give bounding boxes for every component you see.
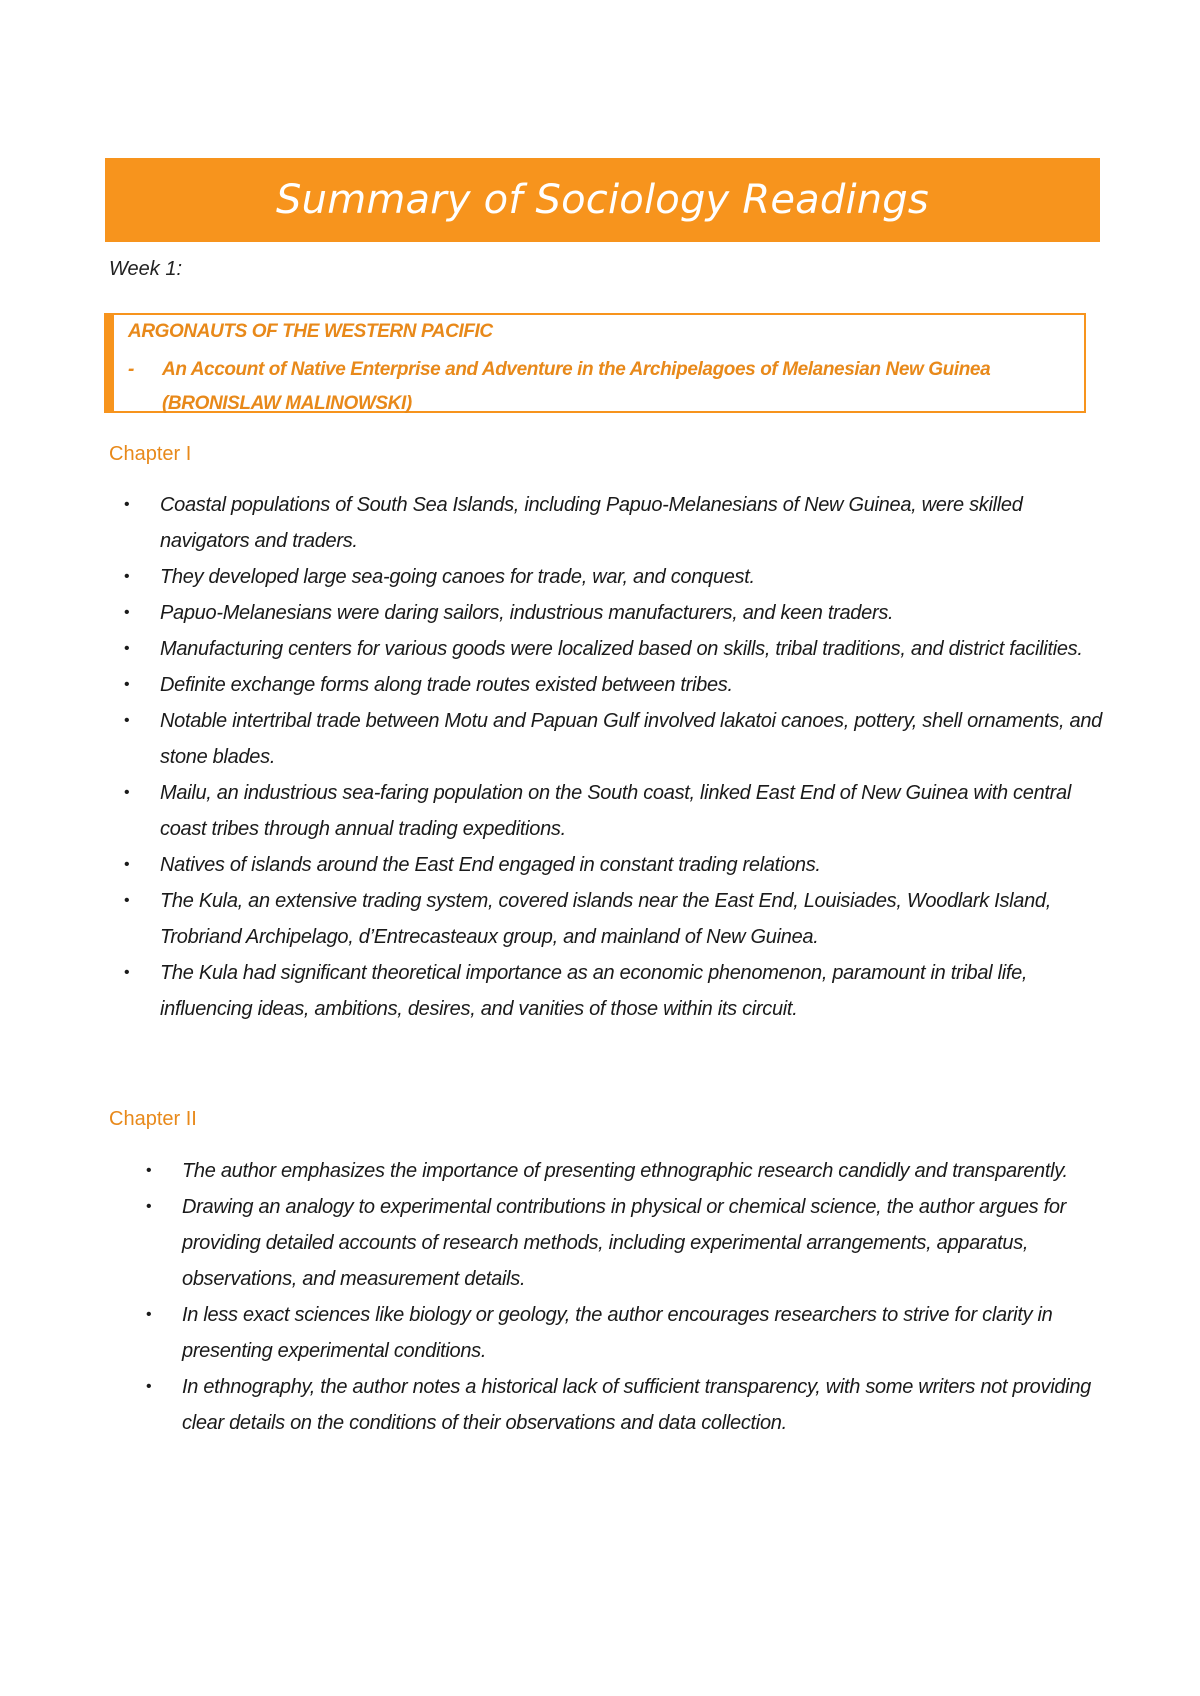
bullet-item: • In ethnography, the author notes a historical lack of sufficient transparency, with some writers not providing clear details on the conditions of their observations and data collection. xyxy=(146,1369,1096,1441)
page-title: Summary of Sociology Readings xyxy=(276,177,929,223)
bullet-item: • The author emphasizes the importance of presenting ethnographic research candidly and transparently. xyxy=(146,1153,1096,1189)
chapter-2-bullets xyxy=(146,1153,1096,1441)
chapter-1-bullets xyxy=(124,487,1104,1027)
bullet-item: • They developed large sea-going canoes for trade, war, and conquest. xyxy=(124,559,1104,595)
week-label: Week 1: xyxy=(109,258,182,280)
bullet-item: • Definite exchange forms along trade routes existed between tribes. xyxy=(124,667,1104,703)
chapter-heading: Chapter I xyxy=(109,443,192,465)
book-title: ARGONAUTS OF THE WESTERN PACIFIC xyxy=(128,321,493,342)
title-banner xyxy=(105,158,1100,242)
bullet-item: • Mailu, an industrious sea-faring population on the South coast, linked East End of New Guinea with central coast tribes through annual trading expeditions. xyxy=(124,775,1104,847)
bullet-item: • The Kula, an extensive trading system, covered islands near the East End, Louisiades, Woodlark Island, Trobriand Archipelago, d’Entrecasteaux group, and mainland of New Guinea. xyxy=(124,883,1104,955)
bullet-item: • In less exact sciences like biology or geology, the author encourages researchers to strive for clarity in presenting experimental conditions. xyxy=(146,1297,1096,1369)
bullet-item: • Natives of islands around the East End engaged in constant trading relations. xyxy=(124,847,1104,883)
subtitle-text: An Account of Native Enterprise and Adventure in the Archipelagoes of Melanesian New Guinea (BRONISLAW MALINOWSKI) xyxy=(162,359,991,414)
bullet-item: • The Kula had significant theoretical importance as an economic phenomenon, paramount in tribal life, influencing ideas, ambitions, desires, and vanities of those within its circuit. xyxy=(124,955,1104,1027)
bullet-item: • Notable intertribal trade between Motu and Papuan Gulf involved lakatoi canoes, pottery, shell ornaments, and stone blades. xyxy=(124,703,1104,775)
chapter-heading: Chapter II xyxy=(109,1108,197,1130)
bullet-item: • Manufacturing centers for various goods were localized based on skills, tribal traditions, and district facilities. xyxy=(124,631,1104,667)
book-heading-box xyxy=(104,313,1086,413)
subtitle-dash: - xyxy=(128,359,134,380)
bullet-item: • Coastal populations of South Sea Islands, including Papuo-Melanesians of New Guinea, were skilled navigators and traders. xyxy=(124,487,1104,559)
bullet-item: • Papuo-Melanesians were daring sailors, industrious manufacturers, and keen traders. xyxy=(124,595,1104,631)
book-subtitle xyxy=(128,353,1078,421)
bullet-item: • Drawing an analogy to experimental contributions in physical or chemical science, the author argues for providing detailed accounts of research methods, including experimental arrangements, apparatus, observations, and measurement details. xyxy=(146,1189,1096,1297)
